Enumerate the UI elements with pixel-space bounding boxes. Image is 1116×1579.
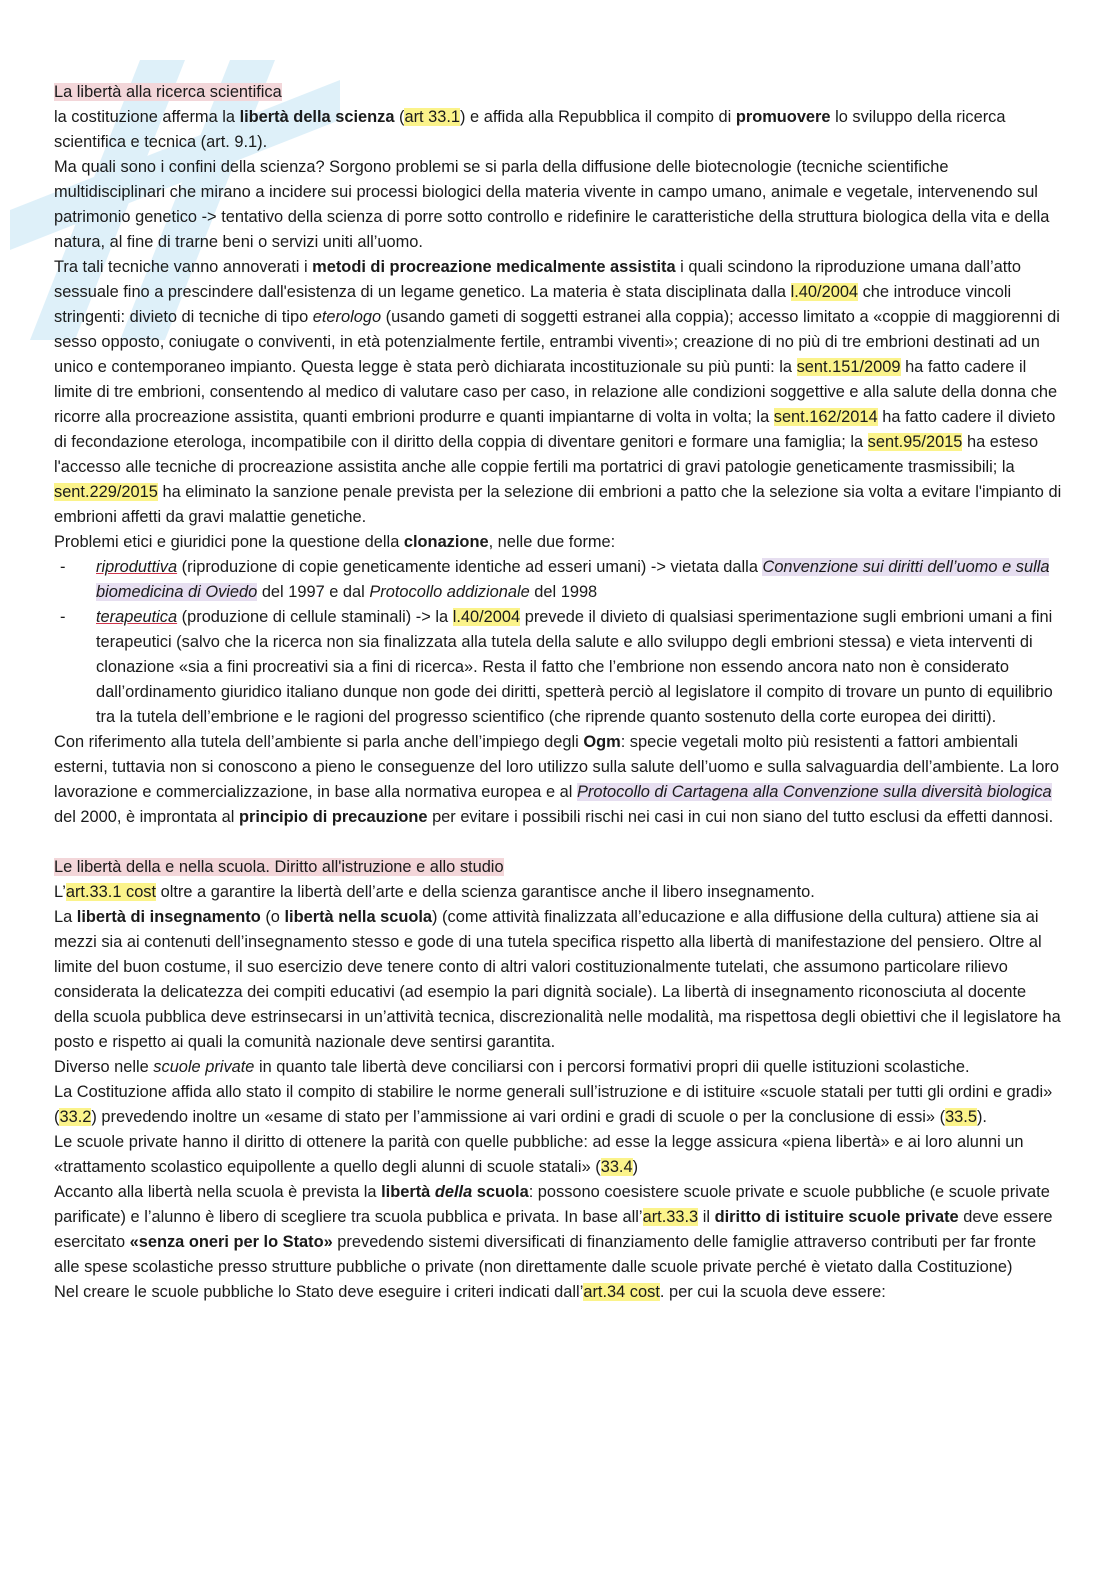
paragraph: Problemi etici e giuridici pone la questione della clonazione, nelle due forme: (54, 533, 616, 551)
paragraph: la costituzione afferma la libertà della scienza (art 33.1) e affida alla Repubblica il compito di promuovere lo sviluppo della ricerca scientifica e tecnica (art. 9.1). (54, 108, 1006, 151)
paragraph: Nel creare le scuole pubbliche lo Stato deve eseguire i criteri indicati dall’art.34 cost. per cui la scuola deve essere: (54, 1283, 886, 1301)
paragraph: Tra tali tecniche vanno annoverati i metodi di procreazione medicalmente assistita i quali scindono la riproduzione umana dall’atto sessuale fino a prescindere dall'esistenza di un legame genetico. La materia è stata disciplinata dalla l.40/2004 che introduce vincoli stringenti: divieto di tecniche di tipo eterologo (usando gameti di soggetti estranei alla coppia); accesso limitato a «coppie di maggiorenni di sesso opposto, coniugate o conviventi, in età potenzialmente fertile, entrambi viventi»; creazione di no più di tre embrioni destinati ad un unico e contemporaneo impianto. Questa legge è stata però dichiarata incostituzionale su più punti: la sent.151/2009 ha fatto cadere il limite di tre embrioni, consentendo al medico di valutare caso per caso, in relazione alle condizioni soggettive e alla salute della donna che ricorre alla procreazione assistita, quanti embrioni produrre e quanti impiantarne di volta in volta; la sent.162/2014 ha fatto cadere il divieto di fecondazione eterologa, incompatibile con il diritto della coppia di diventare genitori e formare una famiglia; la sent.95/2015 ha esteso l'accesso alle tecniche di procreazione assistita anche alle coppie fertili ma portatrici di gravi patologie geneticamente trasmissibili; la sent.229/2015 ha eliminato la sanzione penale prevista per la selezione dii embrioni a patto che la selezione sia volta a evitare l'impianto di embrioni affetti da gravi malattie genetiche. (54, 258, 1062, 526)
section-heading-scuola: Le libertà della e nella scuola. Diritto all'istruzione e allo studio (54, 858, 504, 876)
paragraph: Accanto alla libertà nella scuola è prevista la libertà della scuola: possono coesistere scuole private e scuole pubbliche (e scuole private parificate) e l’alunno è libero di scegliere tra scuola pubblica e privata. In base all’art.33.3 il diritto di istituire scuole private deve essere esercitato «senza oneri per lo Stato» prevedendo sistemi diversificati di finanziamento delle famiglie attraverso contributi per far fronte alle spese scolastiche presso strutture pubbliche o private (non direttamente dalle scuole private perché è vietato dalla Costituzione) (54, 1183, 1053, 1276)
document-page (54, 80, 1064, 1305)
paragraph: Con riferimento alla tutela dell’ambiente si parla anche dell’impiego degli Ogm: specie vegetali molto più resistenti a fattori ambientali esterni, tuttavia non si conoscono a pieno le conseguenze del loro utilizzo sulla salute dell’uomo e sulla salvaguardia dell’ambiente. La loro lavorazione e commercializzazione, in base alla normativa europea e al Protocollo di Cartagena alla Convenzione sulla diversità biologica del 2000, è improntata al principio di precauzione per evitare i possibili rischi nei casi in cui non siano del tutto esclusi da effetti dannosi. (54, 733, 1059, 826)
list-item: - terapeutica (produzione di cellule staminali) -> la l.40/2004 prevede il divieto di qualsiasi sperimentazione sugli embrioni umani a fini terapeutici (salvo che la ricerca non sia finalizzata alla tutela della salute e allo sviluppo degli embrioni stessa) e vieta interventi di clonazione «sia a fini procreativi sia a fini di ricerca». Resta il fatto che l’embrione non essendo ancora nato non è considerato dall’ordinamento giuridico italiano dunque non gode dei diritti, spetterà perciò al legislatore il compito di trovare un punto di equilibrio tra la tutela dell’embrione e le ragioni del progresso scientifico (che riprende quanto sostenuto della corte europea dei diritti). (54, 605, 1064, 730)
clonazione-list (54, 555, 1064, 730)
paragraph: L’art.33.1 cost oltre a garantire la libertà dell’arte e della scienza garantisce anche il libero insegnamento. (54, 883, 815, 901)
list-item: - riproduttiva (riproduzione di copie geneticamente identiche ad esseri umani) -> vietata dalla Convenzione sui diritti dell’uomo e sulla biomedicina di Oviedo del 1997 e dal Protocollo addizionale del 1998 (54, 555, 1064, 605)
paragraph: La libertà di insegnamento (o libertà nella scuola) (come attività finalizzata all’educazione e alla diffusione della cultura) attiene sia ai mezzi sia ai contenuti dell’insegnamento stesso e gode di una tutela specifica rispetto alla libertà di manifestazione del pensiero. Oltre al limite del buon costume, il suo esercizio deve tenere conto di altri valori costituzionalmente tutelati, che assumono particolare rilievo considerata la delicatezza dei compiti educativi (ad esempio la pari dignità sociale). La libertà di insegnamento riconosciuta al docente della scuola pubblica deve estrinsecarsi in un’attività tecnica, discrezionalità nelle modalità, ma rispettosa degli obiettivi che il legislatore ha posto e rispetto ai quali la comunità nazionale deve sentirsi garantita. (54, 908, 1061, 1051)
paragraph: La Costituzione affida allo stato il compito di stabilire le norme generali sull’istruzione e di istituire «scuole statali per tutti gli ordini e gradi» (33.2) prevedendo inoltre un «esame di stato per l’ammissione ai vari ordini e gradi di scuole o per la conclusione di essi» (33.5). (54, 1083, 1053, 1126)
section-heading-ricerca: La libertà alla ricerca scientifica (54, 83, 282, 101)
paragraph: Ma quali sono i confini della scienza? Sorgono problemi se si parla della diffusione delle biotecnologie (tecniche scientifiche multidisciplinari che mirano a incidere sui processi biologici della materia vivente in campo umano, animale e vegetale, intervenendo sul patrimonio genetico -> tentativo della scienza di porre sotto controllo e ridefinire le caratteristiche della struttura biologica della vita e della natura, al fine di trarne beni o servizi uniti all’uomo. (54, 158, 1050, 251)
paragraph: Le scuole private hanno il diritto di ottenere la parità con quelle pubbliche: ad esse la legge assicura «piena libertà» e ai loro alunni un «trattamento scolastico equipollente a quello degli alunni di scuole statali» (33.4) (54, 1133, 1024, 1176)
paragraph: Diverso nelle scuole private in quanto tale libertà deve conciliarsi con i percorsi formativi propri dii quelle istituzioni scolastiche. (54, 1058, 970, 1076)
